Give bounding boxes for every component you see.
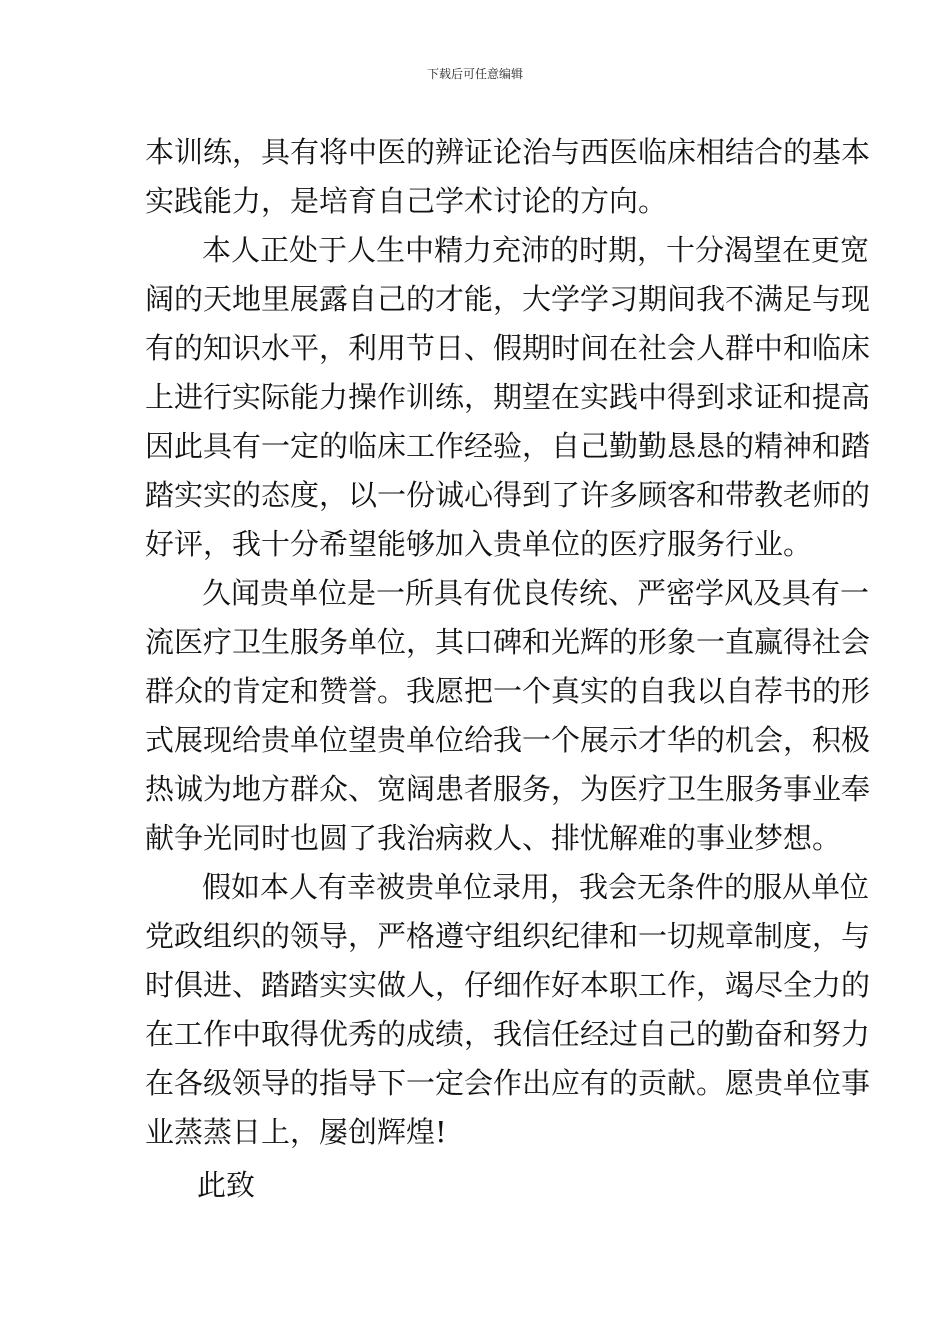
text-line: 实践能力，是培育自己学术讨论的方向。 <box>145 184 668 218</box>
text-line: 假如本人有幸被贵单位录用，我会无条件的服从单位 <box>202 870 870 904</box>
closing-salutation: 此致 <box>197 1168 256 1202</box>
letter-body <box>145 128 871 1210</box>
text-line: 时俱进、踏踏实实做人，仔细作好本职工作，竭尽全力的 <box>145 968 871 1002</box>
text-line: 党政组织的领导，严格遵守组织纪律和一切规章制度，与 <box>145 919 871 953</box>
text-line: 流医疗卫生服务单位，其口碑和光辉的形象一直赢得社会 <box>145 625 871 659</box>
text-line: 热诚为地方群众、宽阔患者服务，为医疗卫生服务事业奉 <box>145 772 871 806</box>
text-line: 好评，我十分希望能够加入贵单位的医疗服务行业。 <box>145 527 813 561</box>
text-line: 上进行实际能力操作训练，期望在实践中得到求证和提高 <box>145 380 871 414</box>
page-header: 下载后可任意编辑 <box>426 67 523 81</box>
text-line: 本训练，具有将中医的辨证论治与西医临床相结合的基本 <box>145 135 871 169</box>
text-line: 有的知识水平，利用节日、假期时间在社会人群中和临床 <box>145 331 871 365</box>
text-line: 阔的天地里展露自己的才能，大学学习期间我不满足与现 <box>145 282 871 316</box>
text-line: 式展现给贵单位望贵单位给我一个展示才华的机会，积极 <box>145 723 871 757</box>
text-line: 在各级领导的指导下一定会作出应有的贡献。愿贵单位事 <box>145 1066 871 1100</box>
text-line: 献争光同时也圆了我治病救人、排忧解难的事业梦想。 <box>145 821 842 855</box>
text-line: 本人正处于人生中精力充沛的时期，十分渴望在更宽 <box>202 233 870 267</box>
text-line: 在工作中取得优秀的成绩，我信任经过自己的勤奋和努力 <box>145 1017 871 1051</box>
text-line: 久闻贵单位是一所具有优良传统、严密学风及具有一 <box>202 576 870 610</box>
text-line: 踏实实的态度，以一份诚心得到了许多顾客和带教老师的 <box>145 478 871 512</box>
text-line: 群众的肯定和赞誉。我愿把一个真实的自我以自荐书的形 <box>145 674 871 708</box>
text-line: 业蒸蒸日上，屡创辉煌! <box>145 1115 447 1149</box>
text-line: 因此具有一定的临床工作经验，自己勤勤恳恳的精神和踏 <box>145 429 871 463</box>
